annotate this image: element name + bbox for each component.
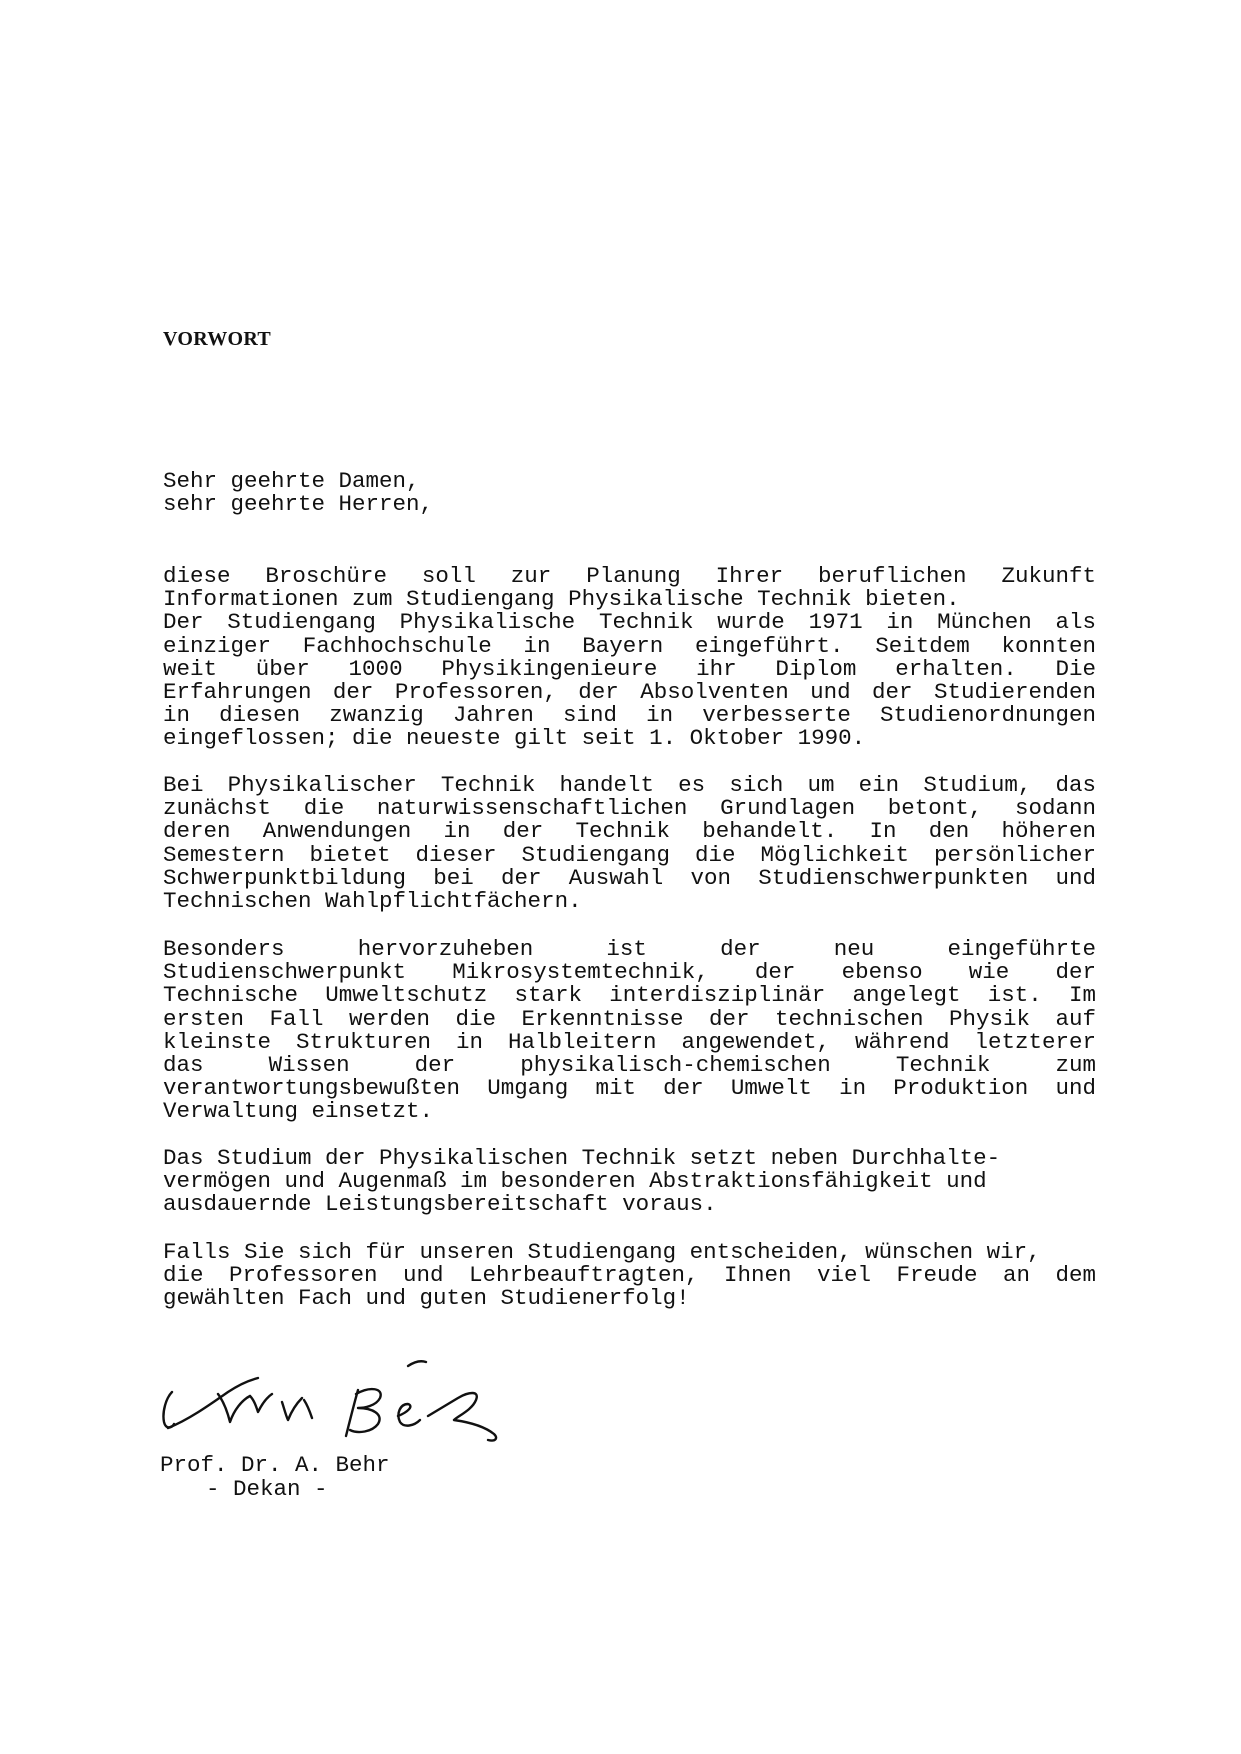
paragraph-intro [163, 565, 1096, 751]
text-line: Falls Sie sich für unseren Studiengang entscheiden, wünschen wir, [163, 1239, 1041, 1265]
text-line: Technische Umweltschutz stark interdisziplinär angelegt ist. Im [163, 982, 1096, 1009]
paragraph-study-overview [163, 774, 1096, 913]
text-line: verantwortungsbewußten Umgang mit der Umwelt in Produktion und [163, 1075, 1096, 1102]
text-line: deren Anwendungen in der Technik behandelt. In den höheren [163, 818, 1096, 845]
paragraph-focus-areas [163, 938, 1096, 1124]
text-line: Verwaltung einsetzt. [163, 1098, 434, 1125]
text-line: zunächst die naturwissenschaftlichen Grundlagen betont, sodann [163, 795, 1096, 822]
paragraph-closing [163, 1241, 1096, 1311]
salutation-line: sehr geehrte Herren, [163, 491, 434, 517]
text-line: Informationen zum Studiengang Physikalische Technik bieten. [163, 586, 960, 613]
salutation-line: Sehr geehrte Damen, [163, 468, 420, 494]
salutation [163, 470, 433, 516]
page-title: VORWORT [163, 328, 272, 350]
text-line: kleinste Strukturen in Halbleitern angewendet, während letzterer [163, 1028, 1096, 1055]
text-line: weit über 1000 Physikingenieure ihr Diplom erhalten. Die [163, 655, 1096, 682]
text-line: Das Studium der Physikalischen Technik setzt neben Durchhalte- [163, 1145, 1001, 1171]
signatory [160, 1453, 390, 1501]
text-line: die Professoren und Lehrbeauftragten, Ihnen viel Freude an dem [163, 1262, 1096, 1289]
signatory-role: - Dekan - [206, 1476, 328, 1502]
text-line: gewählten Fach und guten Studienerfolg! [163, 1285, 690, 1312]
text-line: Technischen Wahlpflichtfächern. [163, 888, 582, 915]
handwritten-signature [158, 1340, 528, 1450]
text-line: Der Studiengang Physikalische Technik wurde 1971 in München als [163, 609, 1096, 636]
text-line: Besonders hervorzuheben ist der neu eingeführte [163, 936, 1096, 962]
text-line: Studienschwerpunkt Mikrosystemtechnik, der ebenso wie der [163, 959, 1096, 986]
text-line: eingeflossen; die neueste gilt seit 1. Oktober 1990. [163, 725, 866, 752]
text-line: das Wissen der physikalisch-chemischen Technik zum [163, 1052, 1096, 1079]
text-line: vermögen und Augenmaß im besonderen Abstraktionsfähigkeit und [163, 1168, 987, 1195]
signatory-name: Prof. Dr. A. Behr [160, 1452, 390, 1478]
text-line: Bei Physikalischer Technik handelt es sich um ein Studium, das [163, 772, 1096, 798]
text-line: in diesen zwanzig Jahren sind in verbesserte Studienordnungen [163, 702, 1096, 729]
text-line: einziger Fachhochschule in Bayern eingeführt. Seitdem konnten [163, 632, 1096, 659]
text-line: Erfahrungen der Professoren, der Absolventen und der Studierenden [163, 679, 1096, 706]
text-line: Semestern bietet dieser Studiengang die Möglichkeit persönlicher [163, 841, 1096, 868]
text-line: diese Broschüre soll zur Planung Ihrer beruflichen Zukunft [163, 563, 1096, 589]
text-line: Schwerpunktbildung bei der Auswahl von Studienschwerpunkten und [163, 864, 1096, 891]
text-line: ausdauernde Leistungsbereitschaft voraus. [163, 1191, 717, 1218]
paragraph-requirements [163, 1147, 1096, 1217]
text-line: ersten Fall werden die Erkenntnisse der technischen Physik auf [163, 1005, 1096, 1032]
